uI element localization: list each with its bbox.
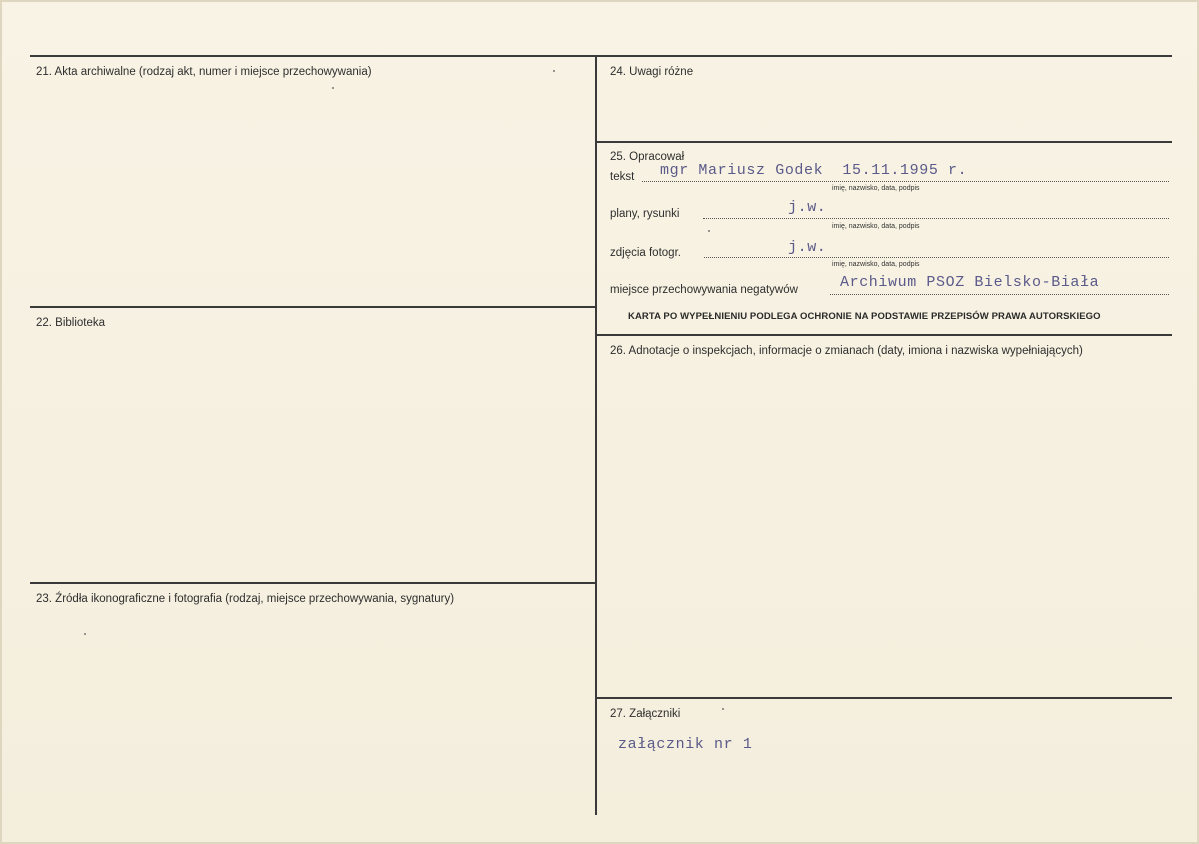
- tekst-label: tekst: [610, 171, 635, 183]
- miejsce-line: [830, 294, 1169, 295]
- section-27-label: 27. Załączniki: [610, 708, 681, 720]
- plany-hint: imię, nazwisko, data, podpis: [832, 223, 920, 230]
- section-25-label: 25. Opracował: [610, 151, 685, 163]
- zdjecia-hint: imię, nazwisko, data, podpis: [832, 261, 920, 268]
- copyright-notice: KARTA PO WYPEŁNIENIU PODLEGA OCHRONIE NA PODSTAWIE PRZEPISÓW PRAWA AUTORSKIEGO: [628, 311, 1101, 322]
- rule-25-26: [596, 334, 1172, 336]
- rule-22-23: [30, 582, 596, 584]
- zdjecia-value: j.w.: [788, 239, 827, 256]
- section-26-label: 26. Adnotacje o inspekcjach, informacje o zmianach (daty, imiona i nazwiska wypełniających): [610, 345, 1083, 357]
- section-21-label: 21. Akta archiwalne (rodzaj akt, numer i miejsce przechowywania): [36, 66, 372, 78]
- paper-speck: [708, 230, 710, 232]
- paper-speck: [84, 633, 86, 635]
- tekst-value: mgr Mariusz Godek 15.11.1995 r.: [660, 162, 968, 179]
- plany-label: plany, rysunki: [610, 208, 680, 220]
- tekst-hint: imię, nazwisko, data, podpis: [832, 185, 920, 192]
- zdjecia-label: zdjęcia fotogr.: [610, 247, 681, 259]
- section-24-label: 24. Uwagi różne: [610, 66, 694, 78]
- rule-26-27: [596, 697, 1172, 699]
- plany-value: j.w.: [788, 199, 827, 216]
- paper-speck: [553, 70, 555, 72]
- attachment-value: załącznik nr 1: [618, 736, 753, 753]
- paper-speck: [332, 87, 334, 89]
- center-divider: [595, 55, 597, 815]
- miejsce-value: Archiwum PSOZ Bielsko-Biała: [840, 274, 1100, 291]
- zdjecia-line: [704, 257, 1169, 258]
- rule-21-22: [30, 306, 596, 308]
- plany-line: [703, 218, 1169, 219]
- paper-speck: [722, 708, 724, 710]
- top-rule: [30, 55, 1172, 57]
- tekst-line: [642, 181, 1169, 182]
- rule-24-25: [596, 141, 1172, 143]
- section-22-label: 22. Biblioteka: [36, 317, 106, 329]
- section-23-label: 23. Źródła ikonograficzne i fotografia (rodzaj, miejsce przechowywania, sygnatury): [36, 593, 455, 605]
- miejsce-label: miejsce przechowywania negatywów: [610, 284, 798, 296]
